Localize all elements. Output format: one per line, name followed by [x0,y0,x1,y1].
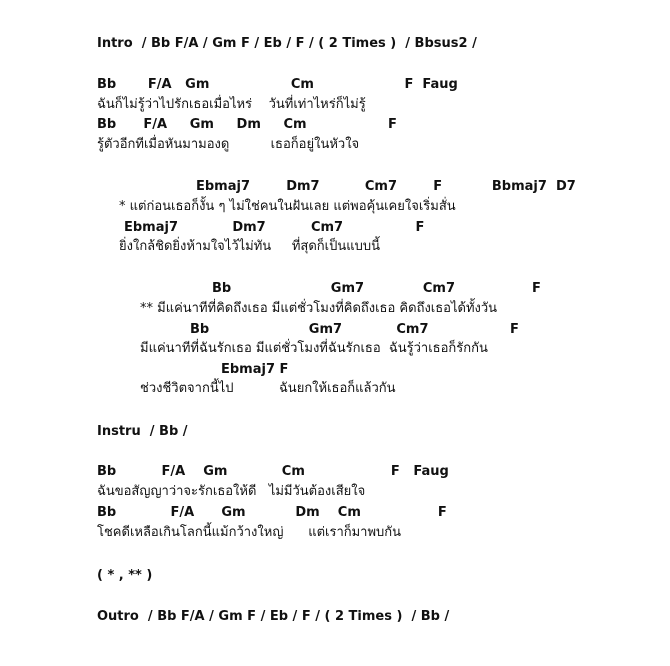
verse1-lyric-2: รู้ตัวอีกทีเมื่อหันมามองดู เธอก็อยู่ในหัวใจ [97,137,360,152]
prechorus-chords-1: Ebmaj7 Dm7 Cm7 F Bbmaj7 D7 [196,179,576,194]
verse2-chords-2: Bb F/A Gm Dm Cm F [97,505,447,520]
chorus-lyric-1: ** มีแค่นาทีที่คิดถึงเธอ มีแต่ชั่วโมงที่คิดถึงเธอ คิดถึงเธอได้ทั้งวัน [140,301,498,316]
prechorus-chords-2: Ebmaj7 Dm7 Cm7 F [124,220,425,235]
chorus-chords-1: Bb Gm7 Cm7 F [212,281,541,296]
intro-line: Intro / Bb F/A / Gm F / Eb / F / ( 2 Times ) / Bbsus2 / [97,36,477,51]
chorus-chords-2: Bb Gm7 Cm7 F [190,322,519,337]
verse1-chords-1: Bb F/A Gm Cm F Faug [97,77,458,92]
instru-line: Instru / Bb / [97,424,188,439]
verse2-chords-1: Bb F/A Gm Cm F Faug [97,464,449,479]
prechorus-lyric-1: * แต่ก่อนเธอก็งั้น ๆ ไม่ใช่คนในฝันเลย แต่พอคุ้นเคยใจเริ่มสั่น [119,199,456,214]
chorus-lyric-3: ช่วงชีวิตจากนี้ไป ฉันยกให้เธอก็แล้วกัน [140,381,396,396]
repeat-marker: ( * , ** ) [97,568,153,583]
outro-line: Outro / Bb F/A / Gm F / Eb / F / ( 2 Times ) / Bb / [97,609,450,624]
verse2-lyric-2: โชคดีเหลือเกินโลกนี้แม้กว้างใหญ่ แต่เราก็มาพบกัน [97,525,402,540]
chorus-lyric-2: มีแค่นาทีที่ฉันรักเธอ มีแต่ชั่วโมงที่ฉันรักเธอ ฉันรู้ว่าเธอก็รักกัน [140,341,488,356]
chorus-chords-3: Ebmaj7 F [221,362,289,377]
verse2-lyric-1: ฉันขอสัญญาว่าจะรักเธอให้ดี ไม่มีวันต้องเสียใจ [97,484,366,499]
prechorus-lyric-2: ยิ่งใกล้ชิดยิ่งห้ามใจไว้ไม่ทัน ที่สุดก็เป็นแบบนี้ [119,239,381,254]
verse1-chords-2: Bb F/A Gm Dm Cm F [97,117,397,132]
verse1-lyric-1: ฉันก็ไม่รู้ว่าไปรักเธอเมื่อไหร่ วันที่เท่าไหร่ก็ไม่รู้ [97,97,366,112]
